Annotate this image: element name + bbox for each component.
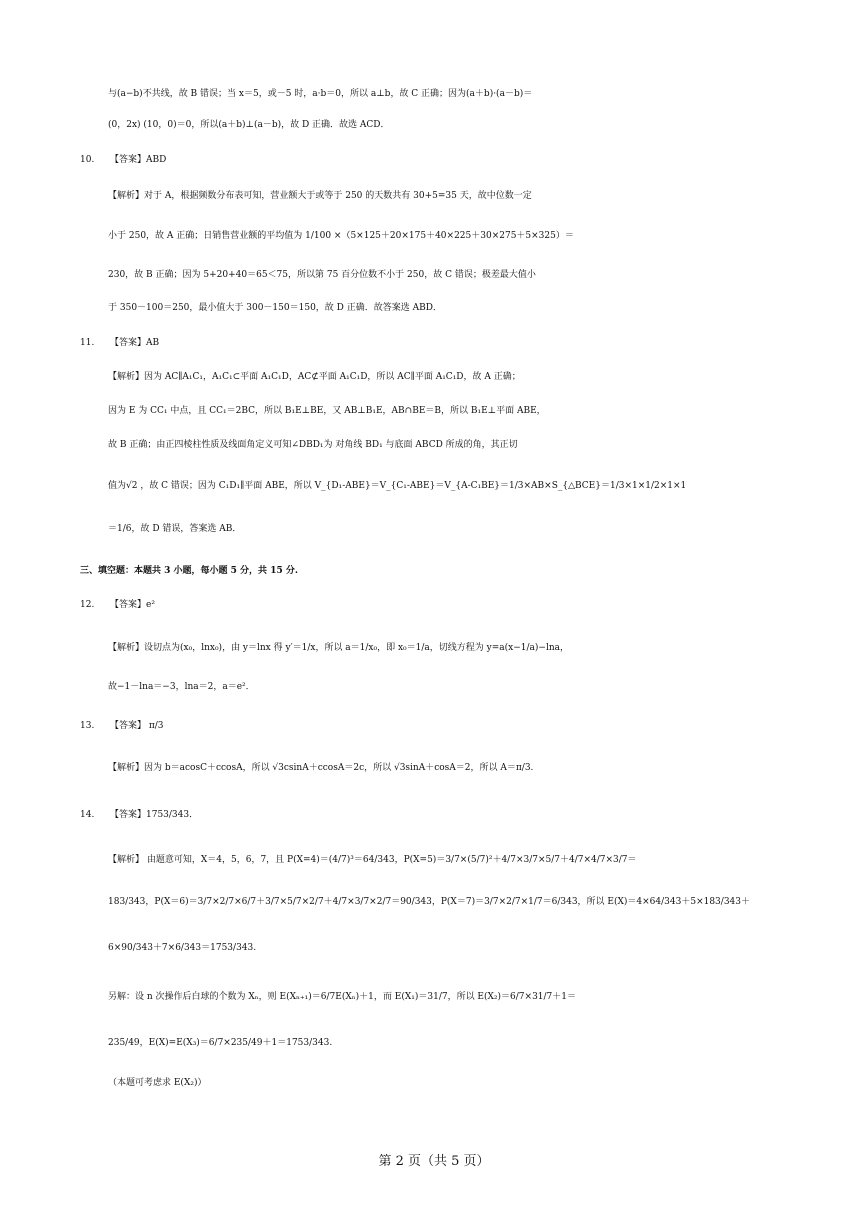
text-line: 235/49，E(X)=E(X₃)＝6/7×235/49＋1＝1753/343.	[108, 1038, 333, 1048]
answer-text: 【答案】1753/343．	[110, 810, 199, 820]
page-footer: 第 2 页（共 5 页）	[378, 1154, 490, 1169]
question-number: 13.	[80, 721, 95, 731]
text-line: 【解析】对于 A，根据频数分布表可知，营业额大于或等于 250 的天数共有 30+5=35 天，故中位数一定	[108, 191, 532, 201]
text-line: 另解：设 n 次操作后白球的个数为 Xₙ，则 E(Xₙ₊₁)＝6/7E(Xₙ)＋1，而 E(X₁)＝31/7，所以 E(X₂)＝6/7×31/7＋1＝	[108, 992, 577, 1002]
text-line: 【解析】 由题意可知，X＝4，5，6，7，且 P(X=4)＝(4/7)³＝64/343，P(X=5)＝3/7×(5/7)²＋4/7×3/7×5/7＋4/7×4/7×3/7＝	[108, 855, 637, 865]
question-12-answer	[0, 595, 868, 615]
question-number: 12.	[80, 600, 95, 610]
section-heading: 三、填空题：本题共 3 小题，每小题 5 分，共 15 分.	[80, 566, 298, 576]
text-line: (0，2x) (10，0)＝0，所以(a＋b)⊥(a－b)，故 D 正确．故选 ACD．	[108, 120, 390, 130]
question-number: 14.	[80, 810, 95, 820]
answer-text: 【答案】 π/3	[110, 721, 164, 731]
text-line: 6×90/343＋7×6/343＝1753/343.	[108, 943, 257, 953]
text-line: 值为√2 ，故 C 错误；因为 C₁D₁∥平面 ABE，所以 V_{D₁-ABE}＝V_{C₁-ABE}＝V_{A-C₁BE}＝1/3×AB×S_{△BCE}＝1/3×1×1/2×1×1	[108, 481, 687, 491]
text-line: 230，故 B 正确；因为 5+20+40＝65＜75，所以第 75 百分位数不小于 250，故 C 错误；极差最大值小	[108, 270, 536, 280]
text-line: ＝1/6，故 D 错误，答案选 AB．	[108, 524, 242, 534]
answer-text: 【答案】AB	[110, 338, 160, 348]
question-10-answer	[0, 150, 868, 170]
answer-text: 【答案】e²	[110, 600, 155, 610]
text-line: 【解析】因为 AC∥A₁C₁，A₁C₁⊂平面 A₁C₁D，AC⊄平面 A₁C₁D，所以 AC∥平面 A₁C₁D，故 A 正确；	[108, 372, 521, 382]
answer-text: 【答案】ABD	[110, 155, 167, 165]
text-line: （本题可考虑求 E(X₂)）	[108, 1078, 207, 1088]
text-line: 【解析】设切点为(x₀，lnx₀)，由 y＝lnx 得 y′＝1/x，所以 a＝1/x₀，即 x₀＝1/a，切线方程为 y=a(x−1/a)−lna，	[108, 643, 569, 653]
text-line: 小于 250，故 A 正确；日销售营业额的平均值为 1/100 ×（5×125＋20×175＋40×225＋30×275＋5×325）＝	[108, 231, 574, 241]
question-number: 10.	[80, 155, 95, 165]
text-line: 因为 E 为 CC₁ 中点，且 CC₁＝2BC，所以 B₁E⊥BE，又 AB⊥B₁E，AB∩BE＝B，所以 B₁E⊥平面 ABE，	[108, 406, 546, 416]
question-13-answer	[0, 716, 868, 736]
question-14-answer	[0, 805, 868, 825]
text-line: 故 B 正确；由正四棱柱性质及线面角定义可知∠DBD₁为 对角线 BD₁ 与底面 ABCD 所成的角，其正切	[108, 440, 518, 450]
text-line: 【解析】因为 b＝acosC＋ccosA，所以 √3csinA＋ccosA＝2c，所以 √3sinA＋cosA＝2，所以 A＝π/3.	[108, 763, 534, 773]
question-11-answer	[0, 333, 868, 353]
text-line: 183/343，P(X＝6)＝3/7×2/7×6/7＋3/7×5/7×2/7＋4/7×3/7×2/7＝90/343，P(X＝7)＝3/7×2/7×1/7＝6/343，所以 E(X)＝4×64/343＋5×183/343＋	[108, 897, 750, 907]
question-number: 11.	[80, 338, 95, 348]
text-line: 于 350－100＝250，最小值大于 300－150＝150，故 D 正确．故答案选 ABD．	[108, 303, 442, 313]
text-line: 与(a−b)不共线，故 B 错误；当 x＝5，或－5 时，a·b＝0，所以 a⊥b，故 C 正确；因为(a＋b)·(a－b)＝	[108, 89, 533, 99]
text-line: 故−1－lna＝−3，lna＝2，a＝e²．	[108, 682, 255, 692]
